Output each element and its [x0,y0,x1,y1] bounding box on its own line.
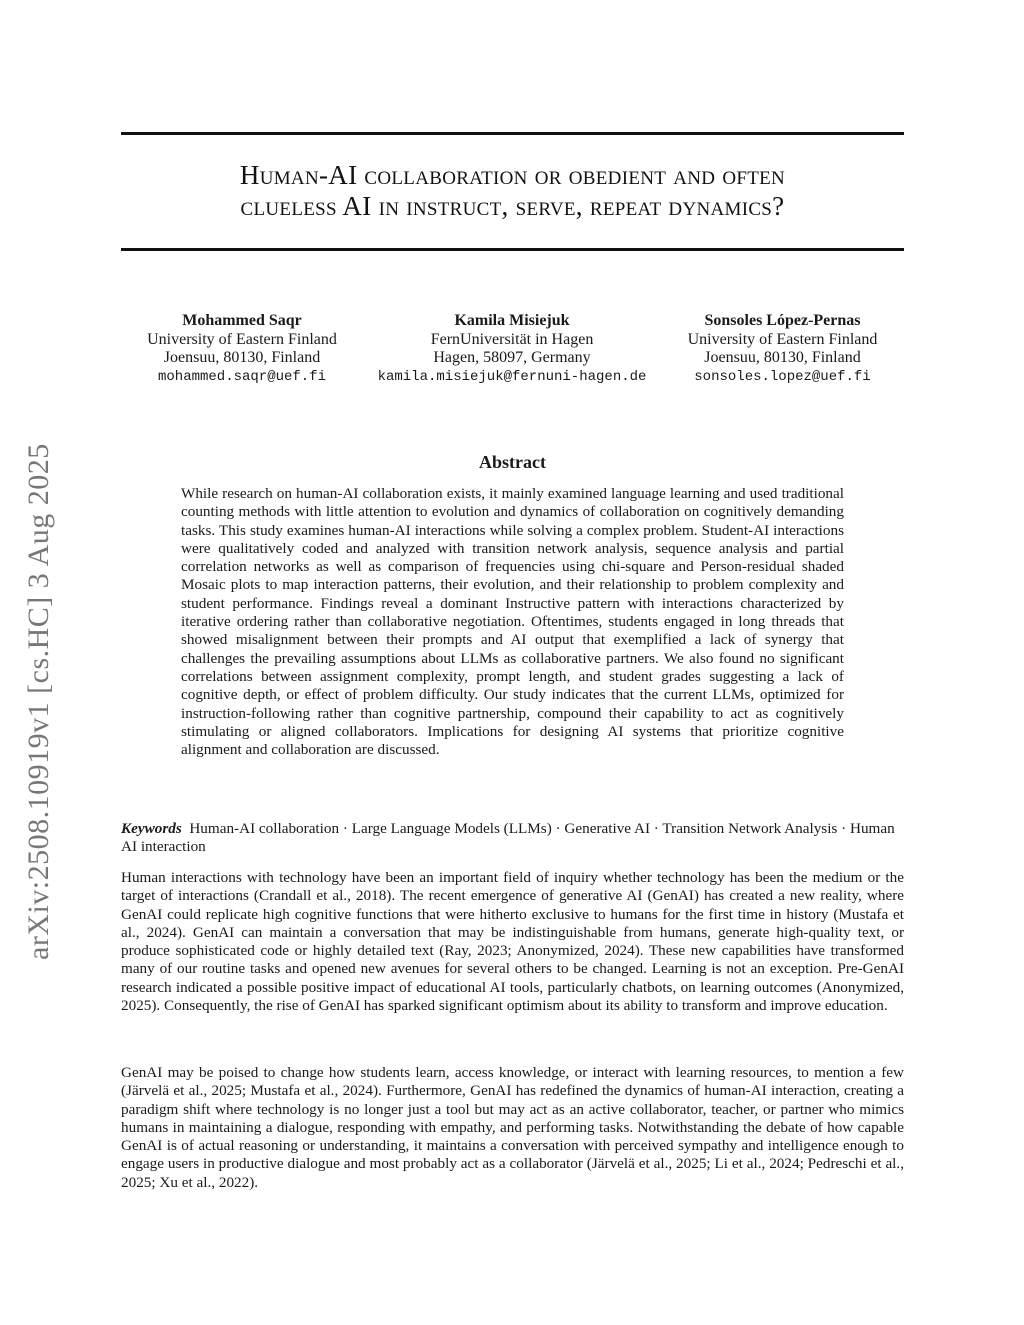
abstract-text: While research on human-AI collaboration exists, it mainly examined language learning and used traditional counting methods with little attention to evolution and dynamics of collaboration on cognitively demanding tasks. This study examines human-AI interactions while solving a complex problem. Student-AI interactions were qualitatively coded and analyzed with transition network analysis, sequence analysis and partial correlation networks as well as comparison of frequencies using chi-square and Person-residual shaded Mosaic plots to map interaction patterns, their evolution, and their relationship to problem complexity and student performance. Findings reveal a dominant Instructive pattern with interactions characterized by iterative ordering rather than collaborative negotiation. Oftentimes, students engaged in long threads that showed misalignment between their prompts and AI output that exemplified a lack of synergy that challenges the prevailing assumptions about LLMs as collaborative partners. We also found no significant correlations between assignment complexity, prompt length, and student grades suggesting a lack of cognitive depth, or effect of problem difficulty. Our study indicates that the current LLMs, optimized for instruction-following rather than cognitive partnership, compound their capability to act as cognitively stimulating or aligned collaborators. Implications for designing AI systems that prioritize cognitive alignment and collaboration are discussed. [181,485,844,759]
author-3 [661,312,904,386]
author-1 [121,312,363,386]
title-top-rule [121,132,904,135]
keywords-text: Human-AI collaboration · Large Language Models (LLMs) · Generative AI · Transition Network Analysis · Human AI interaction [121,820,895,856]
author-block [121,312,904,392]
paper-title [121,160,904,222]
author-2 [365,312,659,386]
keywords [121,820,904,857]
author-name: Kamila Misiejuk [454,312,570,329]
body-paragraph-2: GenAI may be poised to change how students learn, access knowledge, or interact with learning resources, to mention a few (Järvelä et al., 2025; Mustafa et al., 2024). Furthermore, GenAI has redefined the dynamics of human-AI interaction, creating a paradigm shift where technology is no longer just a tool but may act as an active collaborator, teacher, or partner who mimics humans in maintaining a dialogue, responding with empathy, and performing tasks. Notwithstanding the debate of how capable GenAI is of actual reasoning or understanding, it maintains a conversation with perceived sympathy and intelligence enough to engage users in productive dialogue and most probably act as a collaborator (Järvelä et al., 2025; Li et al., 2024; Pedreschi et al., 2025; Xu et al., 2022). [121,1064,904,1191]
author-affiliation: FernUniversität in Hagen [430,330,594,348]
abstract-heading: Abstract [479,452,546,472]
author-affiliation: University of Eastern Finland [147,330,337,348]
author-name: Mohammed Saqr [182,312,302,329]
title-line-2: clueless AI in instruct, serve, repeat dynamics? [240,191,785,221]
author-address: Hagen, 58097, Germany [433,349,591,366]
author-email[interactable]: kamila.misiejuk@fernuni-hagen.de [377,368,647,385]
author-email[interactable]: mohammed.saqr@uef.fi [157,368,327,385]
author-affiliation: University of Eastern Finland [687,330,878,348]
author-name: Sonsoles López-Pernas [704,312,861,329]
title-line-1: Human-AI collaboration or obedient and often [239,160,786,190]
author-address: Joensuu, 80130, Finland [163,349,321,366]
body-paragraph-1: Human interactions with technology have been an important field of inquiry whether technology has been the medium or the target of interactions (Crandall et al., 2018). The recent emergence of generative AI (GenAI) has created a new reality, where GenAI could replicate high cognitive functions that were hitherto exclusive to humans for the first time in history (Mustafa et al., 2024). GenAI can maintain a conversation that may be indistinguishable from humans, generate high-quality text, or produce sophisticated code or highly detailed text (Ray, 2023; Anonymized, 2024). These new capabilities have transformed many of our routine tasks and opened new avenues for several others to be changed. Learning is not an exception. Pre-GenAI research indicated a possible positive impact of educational AI tools, particularly chatbots, on learning outcomes (Anonymized, 2025). Consequently, the rise of GenAI has sparked significant optimism about its ability to transform and improve education. [121,869,904,1015]
author-address: Joensuu, 80130, Finland [704,349,861,366]
keywords-label: Keywords [121,820,182,837]
author-email[interactable]: sonsoles.lopez@uef.fi [694,368,871,385]
arxiv-identifier: arXiv:2508.10919v1 [cs.HC] 3 Aug 2025 [22,443,55,960]
title-bottom-rule [121,248,904,251]
